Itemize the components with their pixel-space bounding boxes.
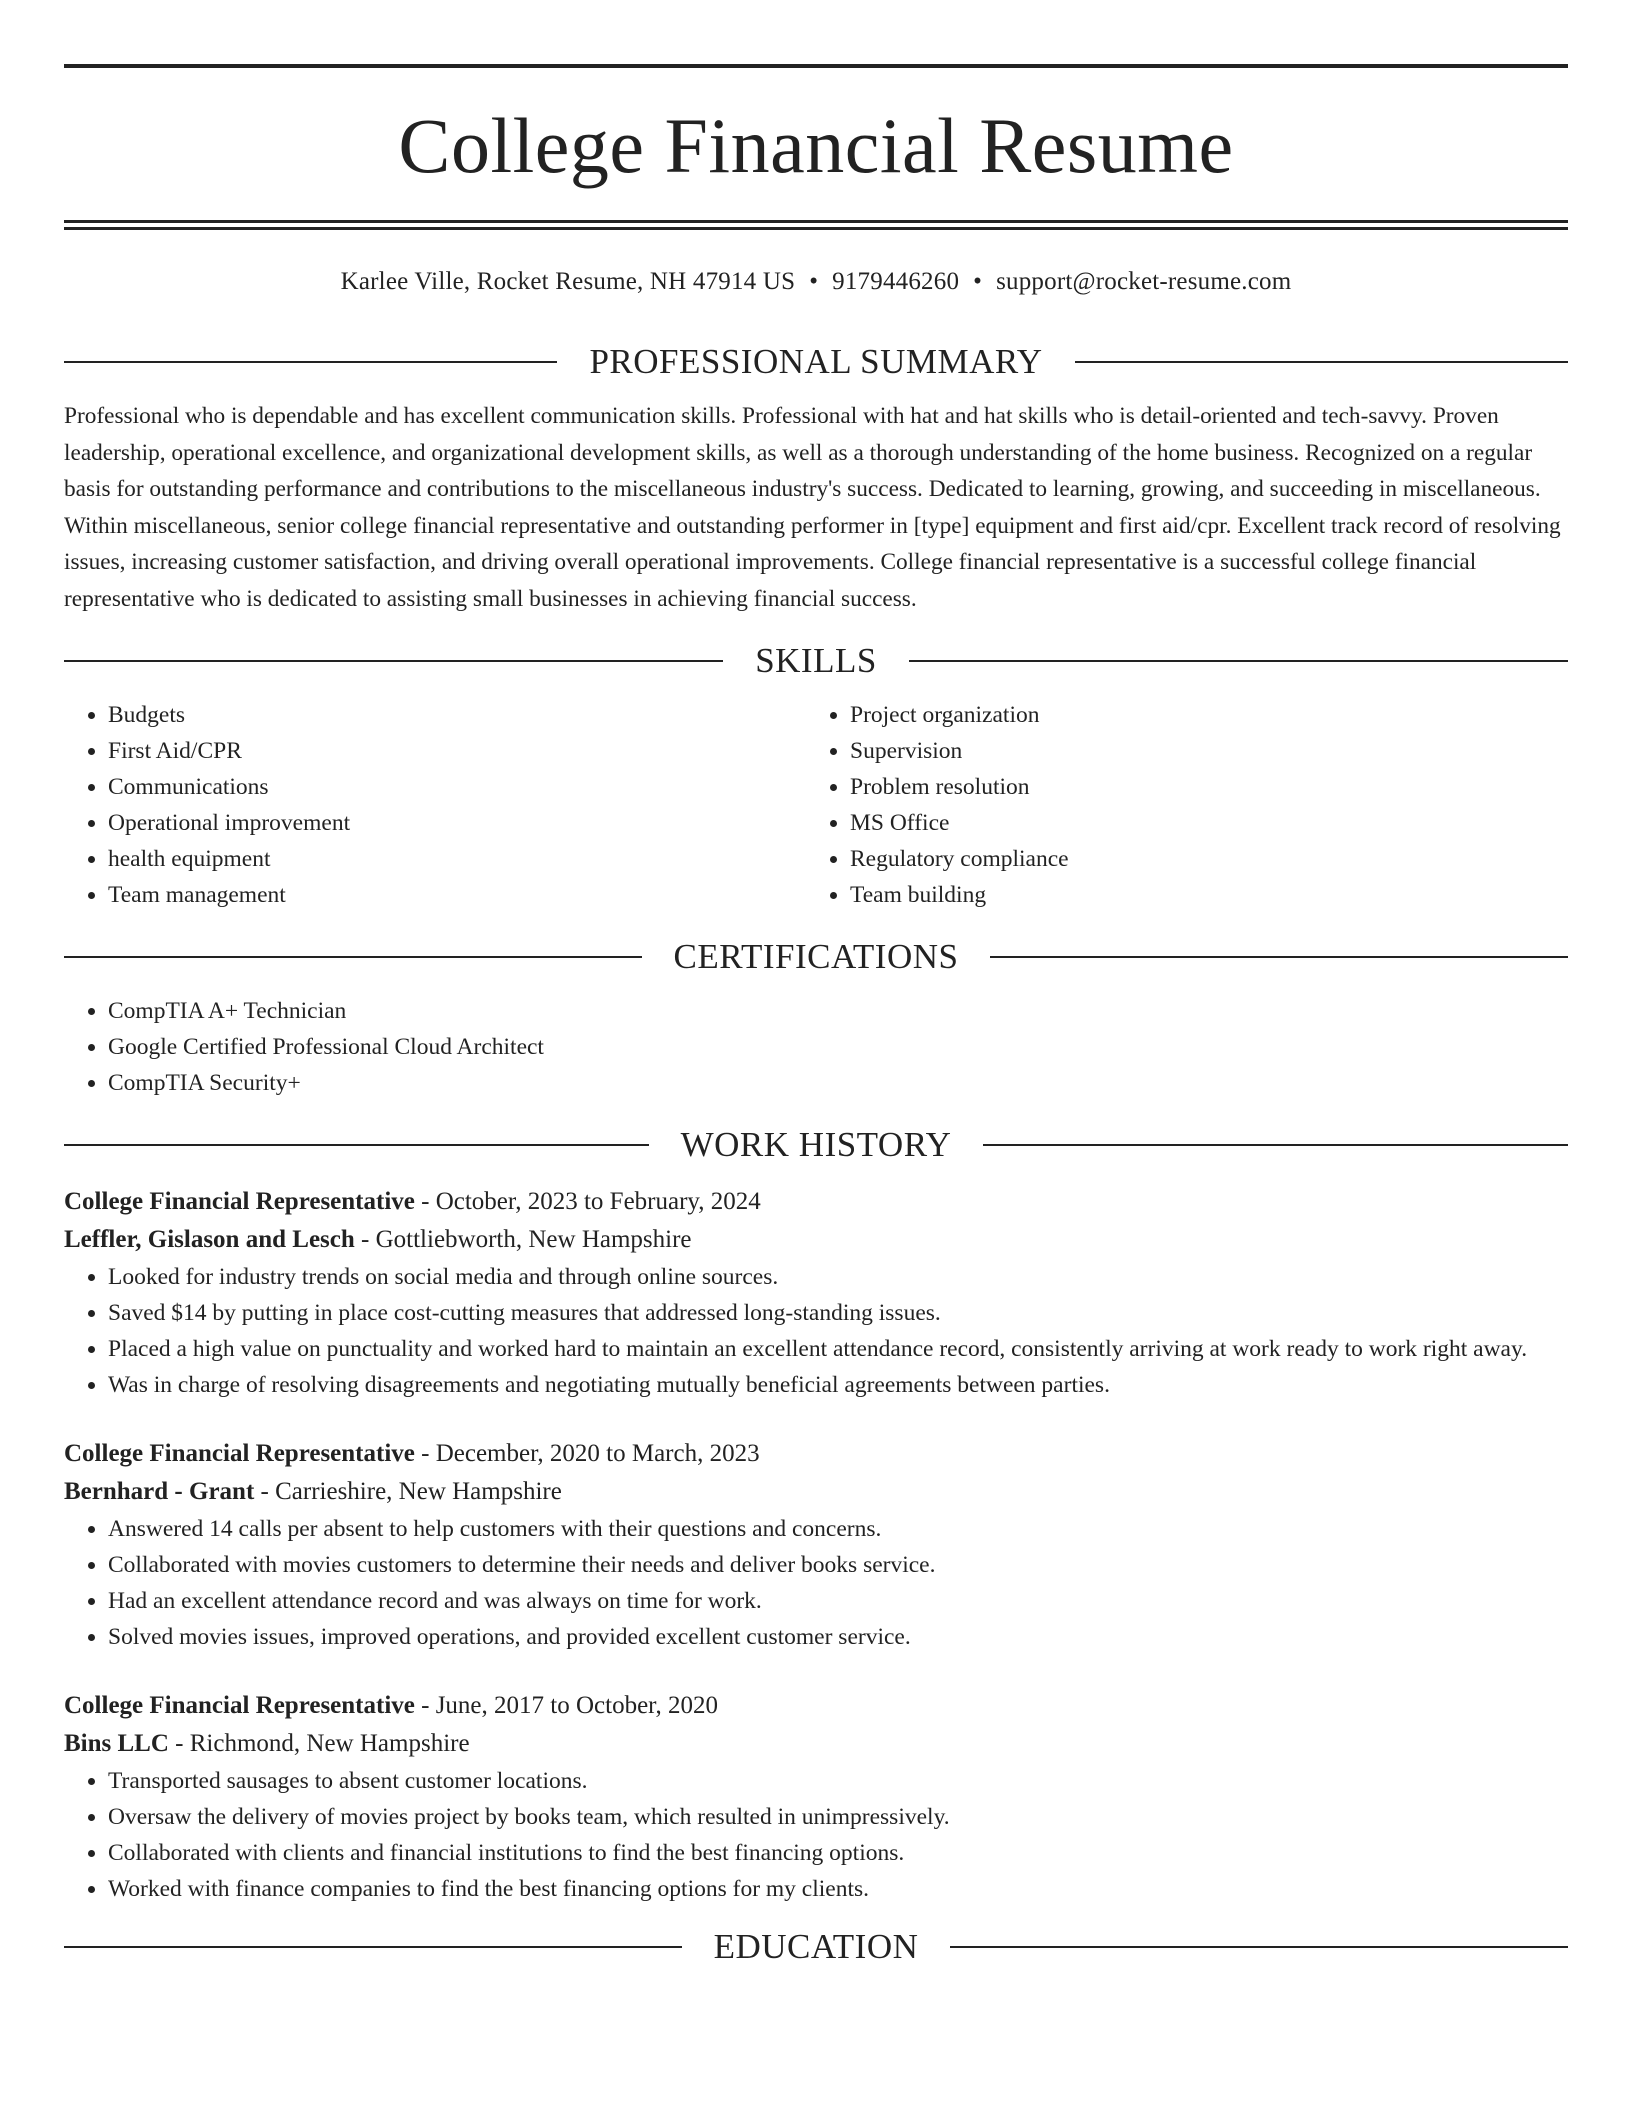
certifications-list [64,993,1568,1101]
header-double-rule [64,220,1568,230]
heading-rule-left [64,1946,682,1948]
job-company: Bins LLC [64,1730,169,1757]
section-title: EDUCATION [713,1927,919,1966]
job-company: Bernhard - Grant [64,1478,255,1505]
job-bullets [64,1511,1568,1655]
job-dates: - December, 2020 to March, 2023 [414,1440,760,1467]
job-bullet: • Worked with finance companies to find the best financing options for my clients. [108,1871,1568,1907]
heading-rule-right [990,956,1568,958]
skill-item: • Project organization [850,697,1568,733]
job-company-line [64,1725,1568,1763]
heading-rule-left [64,361,557,363]
contact-email: support@rocket-resume.com [996,268,1292,295]
contact-line [64,264,1568,300]
job-title-line [64,1687,1568,1725]
heading-rule-right [950,1946,1568,1948]
header-top-rule [64,64,1568,68]
job-title: College Financial Representative [64,1692,415,1719]
job-bullet: • Saved $14 by putting in place cost-cutting measures that addressed long-standing issues. [108,1295,1568,1331]
section-title: SKILLS [755,641,877,680]
skill-item: • First Aid/CPR [108,733,806,769]
certification-item: • Google Certified Professional Cloud Architect [108,1029,1568,1065]
skill-item: • health equipment [108,841,806,877]
skills-column-left [64,697,806,913]
job-bullet: • Transported sausages to absent customer locations. [108,1763,1568,1799]
summary-text: Professional who is dependable and has excellent communication skills. Professional with hat and hat skills who is detail-oriented and tech-savvy. Proven leadership, operational excellence, and organizational development skills, as well as a thorough understanding of the home business. Recognized on a regular basis for outstanding performance and contributions to the miscellaneous industry's success. Dedicated to learning, growing, and succeeding in miscellaneous. Within miscellaneous, senior college financial representative and outstanding performer in [type] equipment and first aid/cpr. Excellent track record of resolving issues, increasing customer satisfaction, and driving overall operational improvements. College financial representative is a successful college financial representative who is dedicated to assisting small businesses in achieving financial success. [64,403,1561,612]
job-title-line [64,1183,1568,1221]
certification-item: • CompTIA A+ Technician [108,993,1568,1029]
job-entry [64,1435,1568,1655]
job-company-line [64,1221,1568,1259]
job-bullets [64,1259,1568,1403]
job-bullets [64,1763,1568,1907]
section-title: WORK HISTORY [680,1125,952,1164]
heading-rule-right [1075,361,1568,363]
section-heading-work-history [64,1123,1568,1167]
section-heading-summary [64,340,1568,384]
job-dates: - October, 2023 to February, 2024 [414,1188,761,1215]
job-location: - Carrieshire, New Hampshire [254,1478,562,1505]
job-company-line [64,1473,1568,1511]
job-bullet: • Had an excellent attendance record and was always on time for work. [108,1583,1568,1619]
resume-page [64,64,1568,1969]
job-location: - Richmond, New Hampshire [168,1730,470,1757]
job-dates: - June, 2017 to October, 2020 [414,1692,718,1719]
skill-item: • Operational improvement [108,805,806,841]
job-title: College Financial Representative [64,1188,415,1215]
skill-item: • Team management [108,877,806,913]
section-heading-skills [64,639,1568,683]
heading-rule-left [64,1144,649,1146]
skills-column-right [806,697,1568,913]
job-bullet: • Collaborated with movies customers to determine their needs and deliver books service. [108,1547,1568,1583]
job-title-line [64,1435,1568,1473]
section-heading-education [64,1925,1568,1969]
skill-item: • Communications [108,769,806,805]
heading-rule-right [983,1144,1568,1146]
job-bullet: • Collaborated with clients and financial institutions to find the best financing options. [108,1835,1568,1871]
skill-item: • Team building [850,877,1568,913]
job-bullet: • Oversaw the delivery of movies project by books team, which resulted in unimpressively. [108,1799,1568,1835]
heading-rule-right [909,660,1568,662]
job-bullet: • Placed a high value on punctuality and worked hard to maintain an excellent attendance record, consistently arriving at work ready to work right away. [108,1331,1568,1367]
job-bullet: • Was in charge of resolving disagreements and negotiating mutually beneficial agreements between parties. [108,1367,1568,1403]
skill-item: • Supervision [850,733,1568,769]
contact-separator: • [973,268,983,295]
section-title: PROFESSIONAL SUMMARY [589,342,1043,381]
skill-item: • Regulatory compliance [850,841,1568,877]
skill-item: • Budgets [108,697,806,733]
heading-rule-left [64,660,723,662]
skills-list [64,697,1568,913]
job-entry [64,1687,1568,1907]
skill-item: • MS Office [850,805,1568,841]
skill-item: • Problem resolution [850,769,1568,805]
job-bullet: • Looked for industry trends on social media and through online sources. [108,1259,1568,1295]
page-title: College Financial Resume [398,102,1234,189]
job-company: Leffler, Gislason and Lesch [64,1226,355,1253]
job-bullet: • Answered 14 calls per absent to help customers with their questions and concerns. [108,1511,1568,1547]
heading-rule-left [64,956,642,958]
job-entry [64,1183,1568,1403]
job-location: - Gottliebworth, New Hampshire [354,1226,692,1253]
certification-item: • CompTIA Security+ [108,1065,1568,1101]
job-bullet: • Solved movies issues, improved operations, and provided excellent customer service. [108,1619,1568,1655]
section-title: CERTIFICATIONS [673,937,959,976]
contact-separator: • [809,268,819,295]
job-title: College Financial Representative [64,1440,415,1467]
contact-address: Karlee Ville, Rocket Resume, NH 47914 US [340,268,796,295]
section-heading-certifications [64,935,1568,979]
contact-phone: 9179446260 [832,268,960,295]
